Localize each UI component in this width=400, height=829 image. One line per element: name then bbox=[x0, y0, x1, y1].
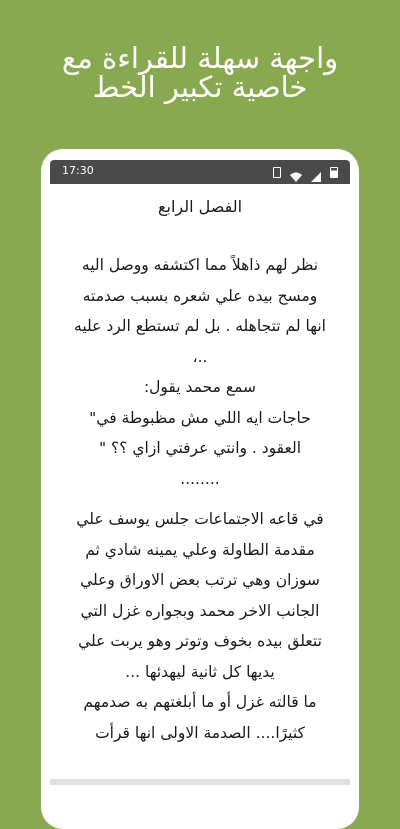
text-line: الجانب الاخر محمد وبجواره غزل التي bbox=[80, 601, 320, 620]
wifi-icon bbox=[290, 167, 302, 177]
phone-frame bbox=[41, 149, 359, 829]
text-line: كثيرًا.... الصدمة الاولى انها قرأت bbox=[95, 723, 305, 742]
headline-line-2: خاصية تكبير الخط bbox=[92, 70, 308, 104]
text-line: تتعلق بيده بخوف وتوتر وهو يربت علي bbox=[78, 632, 322, 650]
status-time: 17:30 bbox=[62, 164, 94, 177]
paragraph-1 bbox=[50, 250, 350, 494]
headline-line-1: واجهة سهلة للقراءة مع bbox=[61, 41, 339, 75]
text-line: في قاعه الاجتماعات جلس يوسف علي bbox=[76, 510, 324, 528]
status-bar bbox=[50, 160, 350, 184]
chapter-title: الفصل الرابع bbox=[157, 197, 243, 216]
text-line: حاجات ايه اللي مش مظبوطة في" bbox=[89, 408, 311, 427]
text-line: ..، bbox=[192, 347, 208, 366]
text-line: مقدمة الطاولة وعلي يمينه شادي ثم bbox=[85, 540, 315, 559]
text-line: ........ bbox=[180, 469, 220, 488]
text-line: العقود . وانتي عرفتي ازاي ؟؟ " bbox=[98, 439, 302, 457]
text-line: ما قالته غزل أو ما أبلغتهم به صدمهم bbox=[83, 693, 317, 711]
reader-content[interactable] bbox=[50, 184, 350, 784]
promo-headline bbox=[0, 41, 400, 104]
text-line: سمع محمد يقول: bbox=[143, 378, 257, 396]
bottom-divider bbox=[50, 779, 350, 785]
text-line: انها لم تتجاهله . بل لم تستطع الرد عليه bbox=[74, 317, 326, 335]
signal-icon bbox=[311, 167, 321, 177]
vibrate-icon bbox=[273, 167, 281, 178]
battery-icon bbox=[330, 167, 338, 178]
text-line: يديها كل ثانية ليهدئها ... bbox=[125, 662, 275, 681]
paragraph-2 bbox=[50, 504, 350, 748]
text-line: ومسح بيده علي شعره بسبب صدمته bbox=[82, 286, 318, 305]
text-line: سوزان وهي ترتب بعض الاوراق وعلي bbox=[80, 571, 320, 589]
text-line: نظر لهم ذاهلاً مما اكتشفه ووصل اليه bbox=[81, 256, 319, 274]
